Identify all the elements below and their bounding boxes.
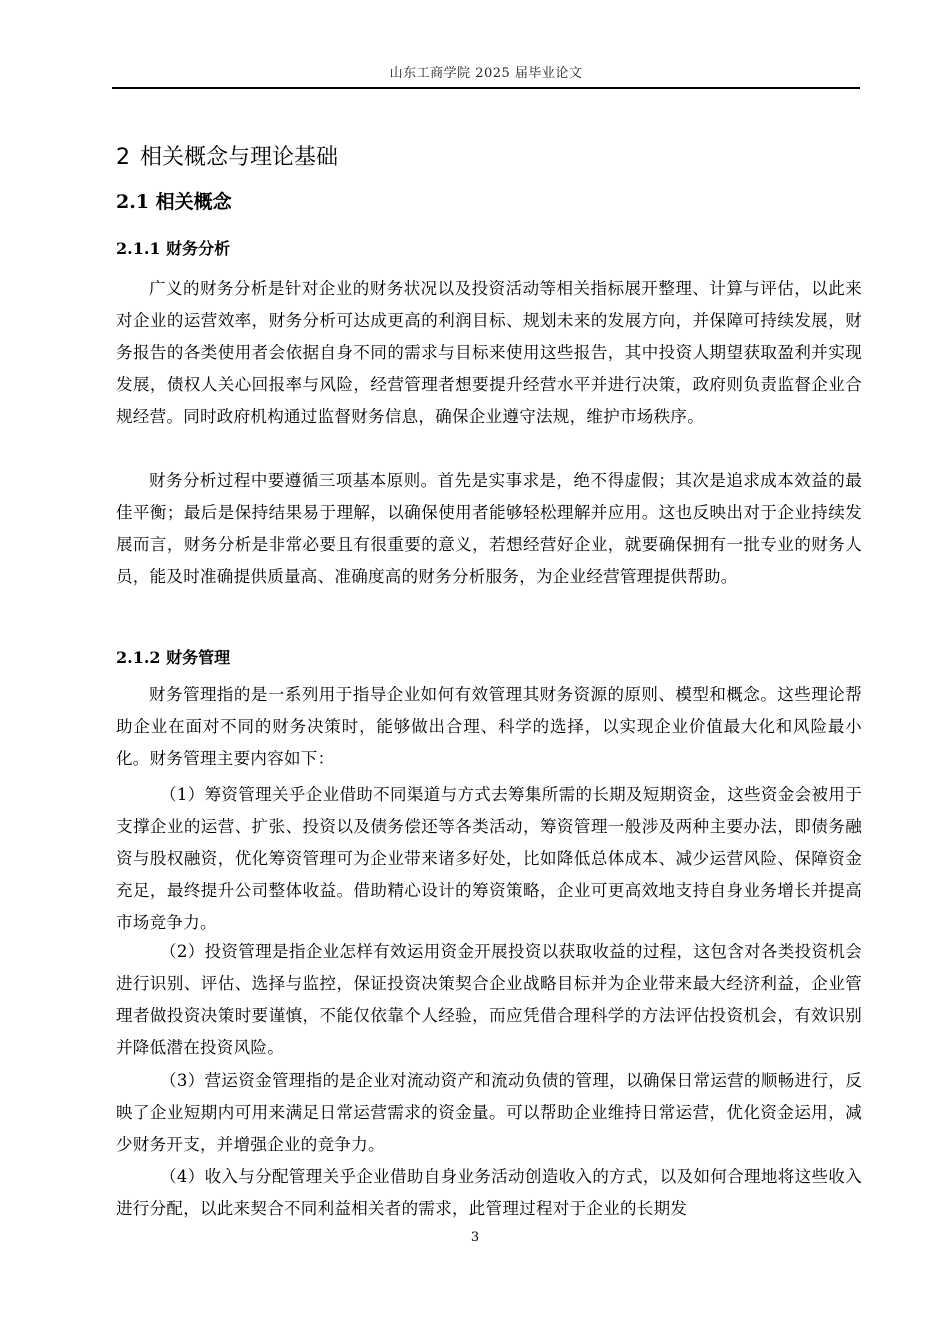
- list-item: （1）筹资管理关乎企业借助不同渠道与方式去筹集所需的长期及短期资金，这些资金会被用于支撑企业的运营、扩张、投资以及债务偿还等各类活动，筹资管理一般涉及两种主要办法，即债务融资与股权融资，优化筹资管理可为企业带来诸多好处，比如降低总体成本、减少运营风险、保障资金充足，最终提升公司整体收益。借助精心设计的筹资策略，企业可更高效地支持自身业务增长并提高市场竞争力。: [116, 785, 862, 932]
- paragraph: 财务分析过程中要遵循三项基本原则。首先是实事求是，绝不得虚假；其次是追求成本效益的最佳平衡；最后是保持结果易于理解，以确保使用者能够轻松理解并应用。这也反映出对于企业持续发展而言，财务分析是非常必要且有很重要的意义，若想经营好企业，就要确保拥有一批专业的财务人员，能及时准确提供质量高、准确度高的财务分析服务，为企业经营管理提供帮助。: [116, 471, 862, 586]
- paragraph: 财务管理指的是一系列用于指导企业如何有效管理其财务资源的原则、模型和概念。这些理论帮助企业在面对不同的财务决策时，能够做出合理、科学的选择，以实现企业价值最大化和风险最小化。财务管理主要内容如下：: [116, 685, 862, 768]
- running-header: 山东工商学院 2025 届毕业论文: [389, 66, 583, 81]
- page-number: 3: [470, 1230, 480, 1245]
- paragraph: 广义的财务分析是针对企业的财务状况以及投资活动等相关指标展开整理、计算与评估，以此来对企业的运营效率，财务分析可达成更高的利润目标、规划未来的发展方向，并保障可持续发展，财务报告的各类使用者会依据自身不同的需求与目标来使用这些报告，其中投资人期望获取盈利并实现发展，债权人关心回报率与风险，经营管理者想要提升经营水平并进行决策，政府则负责监督企业合规经营。同时政府机构通过监督财务信息，确保企业遵守法规，维护市场秩序。: [116, 279, 862, 426]
- chapter-number: 2: [116, 145, 130, 170]
- section-heading: 2.1 相关概念: [116, 191, 232, 213]
- header-rule: [112, 87, 860, 89]
- subsection-heading-financial-analysis: 2.1.1 财务分析: [116, 239, 231, 258]
- list-item: （2）投资管理是指企业怎样有效运用资金开展投资以获取收益的过程，这包含对各类投资机会进行识别、评估、选择与监控，保证投资决策契合企业战略目标并为企业带来最大经济利益，企业管理者做投资决策时要谨慎，不能仅依靠个人经验，而应凭借合理科学的方法评估投资机会，有效识别并降低潜在投资风险。: [116, 942, 862, 1057]
- chapter-heading: [116, 140, 338, 171]
- subsection-heading-financial-management: 2.1.2 财务管理: [116, 648, 231, 667]
- list-item: （3）营运资金管理指的是企业对流动资产和流动负债的管理，以确保日常运营的顺畅进行，反映了企业短期内可用来满足日常运营需求的资金量。可以帮助企业维持日常运营，优化资金运用，减少财务开支，并增强企业的竞争力。: [116, 1071, 862, 1154]
- list-item: （4）收入与分配管理关乎企业借助自身业务活动创造收入的方式，以及如何合理地将这些收入进行分配，以此来契合不同利益相关者的需求，此管理过程对于企业的长期发: [116, 1167, 862, 1218]
- chapter-title: 相关概念与理论基础: [140, 145, 339, 170]
